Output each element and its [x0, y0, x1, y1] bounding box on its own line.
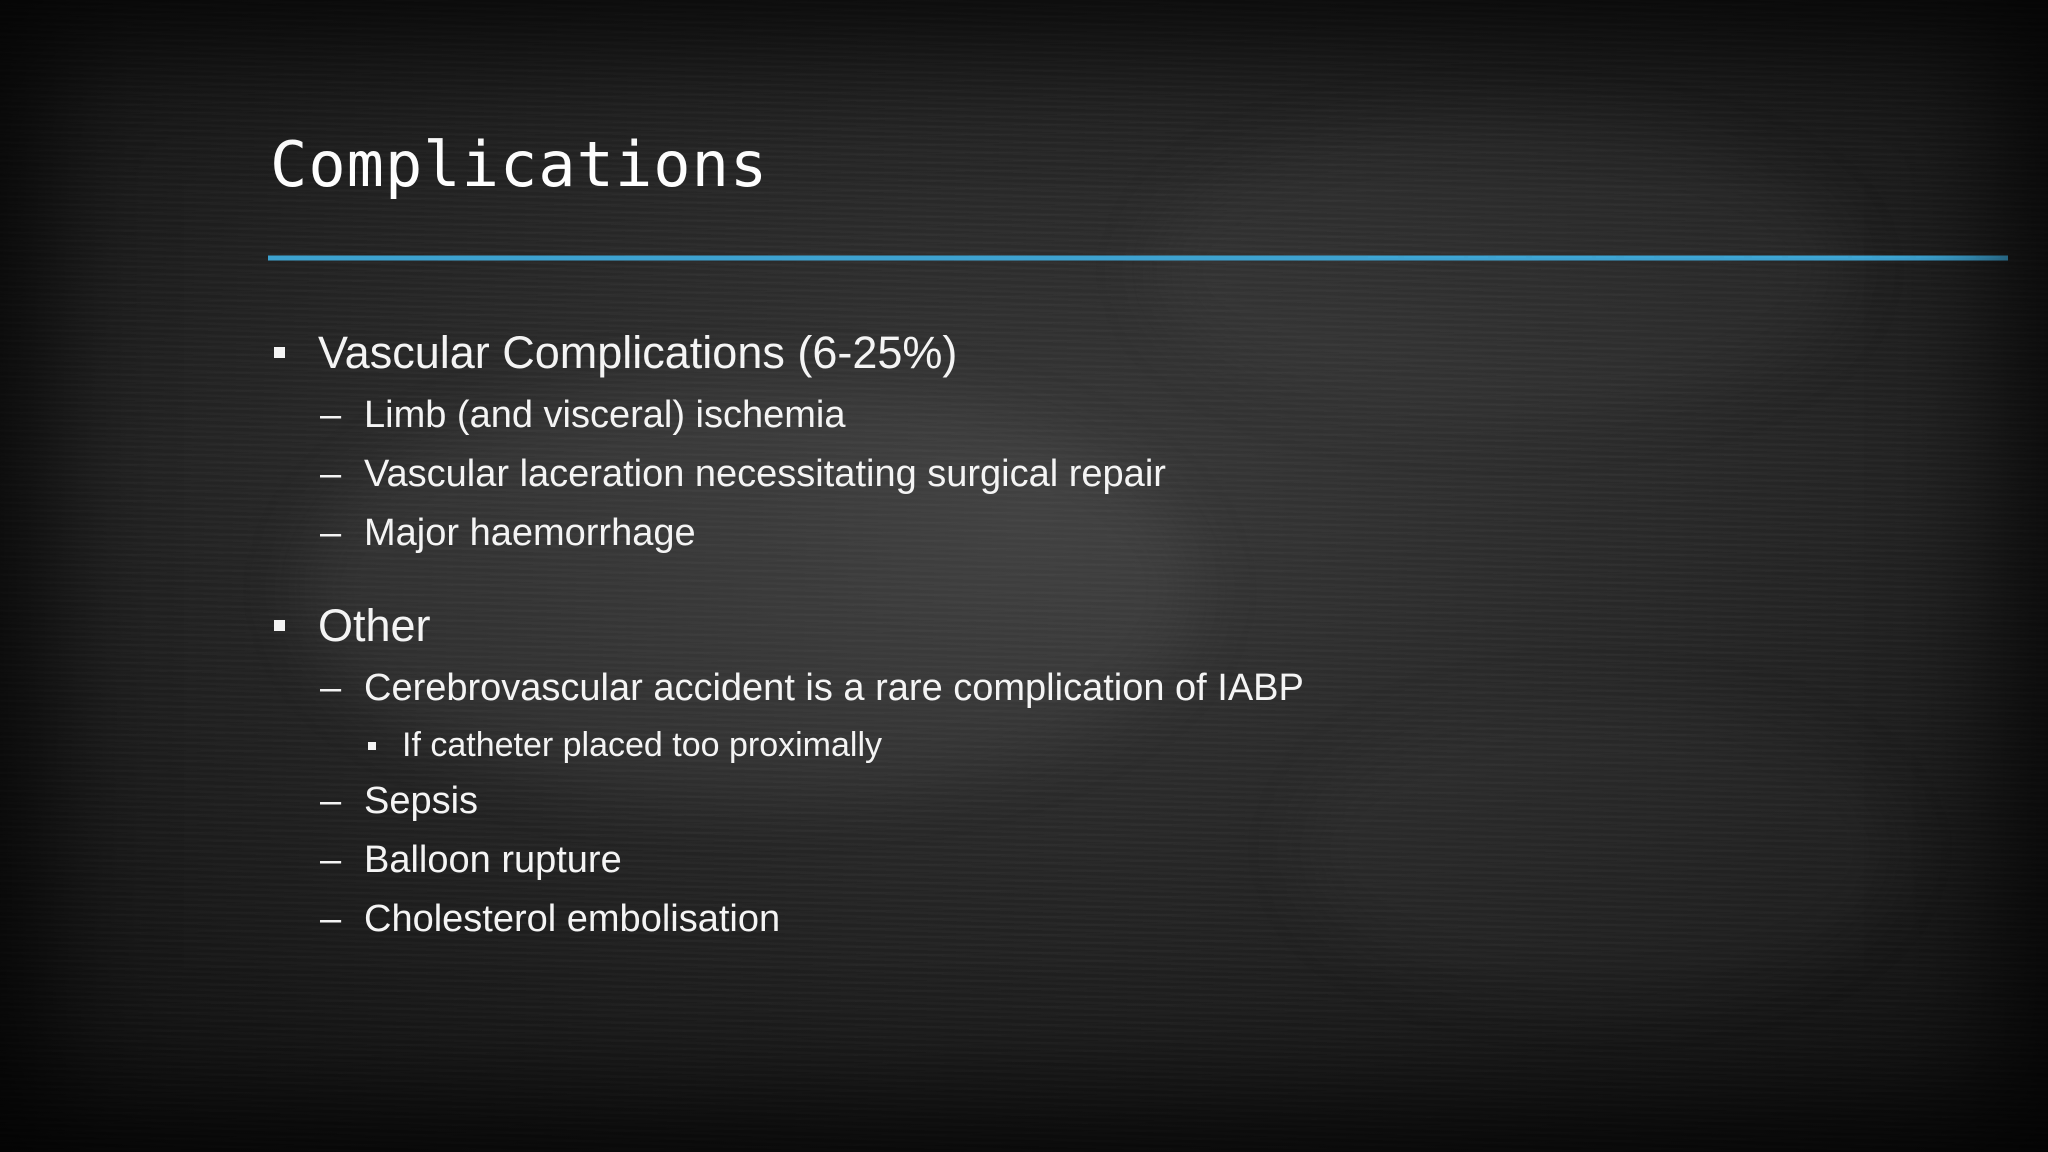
dash-bullet-icon: – [320, 512, 342, 554]
sub-bullet-text: Major haemorrhage [364, 512, 696, 554]
dash-bullet-icon: – [320, 667, 342, 709]
dash-bullet-icon: – [320, 780, 342, 822]
sub-bullet-text: Limb (and visceral) ischemia [364, 394, 846, 436]
bullet-text: Other [318, 600, 431, 651]
small-square-bullet-icon [368, 742, 376, 750]
sub-bullet-text: Vascular laceration necessitating surgical repair [364, 453, 1166, 495]
sub-bullet-text: Sepsis [364, 780, 479, 822]
slide-title: Complications [270, 128, 769, 201]
dash-bullet-icon: – [320, 839, 342, 881]
title-underline [268, 255, 2008, 261]
bullet-text: Vascular Complications (6-25%) [318, 327, 958, 378]
bullet-item-other [270, 595, 1870, 657]
dash-bullet-icon: – [320, 898, 342, 940]
sub-sub-bullet-text: If catheter placed too proximally [402, 726, 883, 764]
dash-bullet-icon: – [320, 453, 342, 495]
bullet-item-vascular [270, 322, 1870, 384]
sub-bullet-item [270, 504, 1870, 563]
sub-bullet-item [270, 659, 1870, 718]
sub-bullet-text: Balloon rupture [364, 839, 622, 881]
square-bullet-icon [274, 347, 285, 358]
slide-body [270, 322, 1870, 949]
sub-bullet-item [270, 831, 1870, 890]
sub-bullet-item [270, 386, 1870, 445]
square-bullet-icon [274, 620, 285, 631]
sub-bullet-item [270, 890, 1870, 949]
sub-bullet-text: Cerebrovascular accident is a rare complication of IABP [364, 667, 1304, 709]
dash-bullet-icon: – [320, 394, 342, 436]
sub-bullet-text: Cholesterol embolisation [364, 898, 781, 940]
sub-bullet-item [270, 445, 1870, 504]
sub-bullet-item [270, 772, 1870, 831]
sub-sub-bullet-item [270, 718, 1870, 772]
